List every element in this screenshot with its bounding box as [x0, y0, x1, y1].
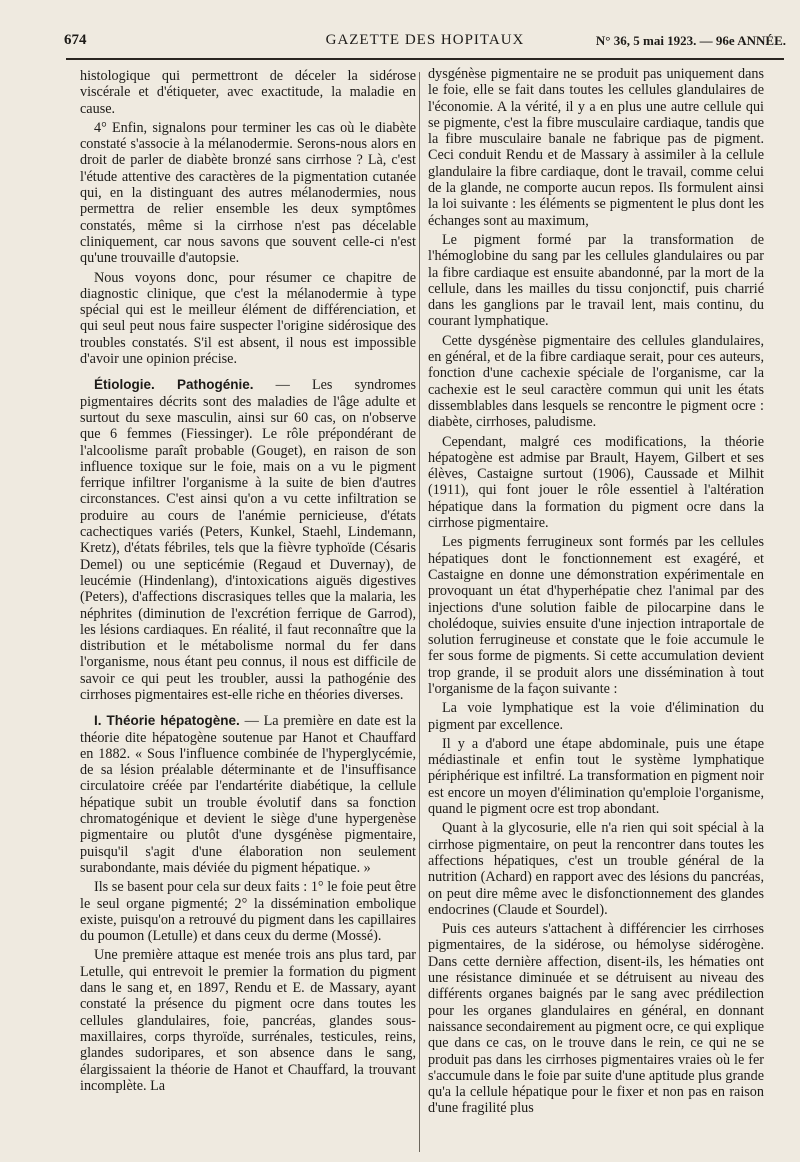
paragraph: 4° Enfin, signalons pour terminer les cas où le diabète constaté s'associe à la mélanodermie. Serons-nous alors en droit de parler de diabète bronzé sans cirrhose ? Là, c'est l'étude attentive des caractères de la pigmentation cutanée qui, en la distinguant des autres mélanodermies, nous permettra de relier ensemble les deux symptômes constatés, même si la cirrhose n'est pas décelable cliniquement, car nous savons que souvent celle-ci n'est qu'une trouvaille d'autopsie. — [80, 119, 416, 267]
paragraph: La voie lymphatique est la voie d'élimination du pigment par excellence. — [428, 700, 764, 733]
etiology-heading: Étiologie. Pathogénie. — [94, 377, 254, 393]
journal-title: GAZETTE DES HOPITAUX — [325, 32, 525, 48]
paragraph: Puis ces auteurs s'attachent à différencier les cirrhoses pigmentaires, de la sidérose, ou hémolyse sidérogène. Dans cette dernière affection, disent-ils, les hématies ont une résistance diminuée et se détruisent au niveau des différents organes baignés par le sang avec prédilection pour les organes glandulaires en général, en donnant naissance secondairement au pigment ocre, ce qui explique que dans ce cas, on le trouve dans le rein, ce qui ne se produit pas dans les cirrhoses pigmentaires vraies où le fer s'accumule dans le foie par suite d'une aptitude plus grande qu'a la cellule hépatique pour le fixer et non pas en raison d'une fragilité plus — [428, 921, 764, 1117]
paragraph: Cette dysgénèse pigmentaire des cellules glandulaires, en général, et de la fibre cardiaque serait, pour ces auteurs, fonction d'une cachexie spéciale de l'organisme, car la cachexie est le seul caractère commun qui unit les états dissemblables dans lesquels se rencontre le pigment ocre : diabète, cirrhoses, paludisme. — [428, 332, 764, 431]
issue-info: N° 36, 5 mai 1923. — 96e ANNÉE. — [595, 33, 786, 48]
paragraph: Ils se basent pour cela sur deux faits : 1° le foie peut être le seul organe pigmenté; 2° la dissémination embolique existe, puisqu'on a retrouvé du pigment dans les capillaires du poumon (Letulle) et dans ceux du derme (Mossé). — [80, 879, 416, 945]
paragraph: Nous voyons donc, pour résumer ce chapitre de diagnostic clinique, que c'est la mélanodermie à type spécial qui est le meilleur élément de différenciation, et qui seul peut nous faire suspecter l'origine sidérosique des troubles constatés. S'il est absent, il nous est impossible d'avoir une opinion précise. — [80, 269, 416, 368]
column-divider — [419, 72, 420, 1152]
right-column — [428, 66, 764, 1120]
header-rule — [66, 58, 784, 60]
paragraph: Il y a d'abord une étape abdominale, puis une étape médiastinale et enfin tout le système lymphatique périphérique est infiltré. La transformation en pigment noir est encore un moyen d'élimination qu'emploie l'organisme, quand le pigment ocre est trop abondant. — [428, 735, 764, 818]
theory-section — [80, 713, 416, 876]
theory-heading: I. Théorie hépatogène. — [94, 713, 240, 729]
paragraph: Le pigment formé par la transformation de l'hémoglobine du sang par les cellules glandulaires ou par la fibre cardiaque est ensuite abandonné, par la mort de la cellule, dans les mailles du tissu conjonctif, puis charrié dans les ganglions par le travail lent, mais continu, du courant lymphatique. — [428, 231, 764, 330]
paragraph: Cependant, malgré ces modifications, la théorie hépatogène est admise par Brault, Hayem, Gilbert et ses élèves, Castaigne surtout (1906), Caussade et Milhit (1911), qui font jouer le rôle essentiel à l'altération hépatique dans la formation du pigment ocre dans la cirrhose pigmentaire. — [428, 433, 764, 532]
paragraph: histologique qui permettront de déceler la sidérose viscérale et d'étiqueter, avec exactitude, la maladie en cause. — [80, 68, 416, 117]
paragraph: Les pigments ferrugineux sont formés par les cellules hépatiques dont le fonctionnement est exagéré, et Castaigne en donne une démonstration expérimentale en provoquant un état d'hyperhépatie chez l'animal par des injections d'une solution faible de pilocarpine dans le cholédoque, suivies ensuite d'une injection intraportale de solution ferrugineuse et constate que le foie accumule le fer sous forme de pigments. Si cette accumulation devient trop grande, il se produit alors une dissémination à tout l'organisme de la façon suivante : — [428, 534, 764, 697]
page-header — [64, 30, 786, 52]
paragraph-text: — Les syndromes pigmentaires décrits sont des maladies de l'âge adulte et surtout du sexe masculin, ainsi sur 60 cas, on n'observe que 6 femmes (Fiessinger). Le rôle prépondérant de l'alcoolisme paraît probable (Gouget), en raison de son influence toxique sur le foie, mais on a vu le pigment ferrique infiltrer l'organisme à la suite de bien d'autres circonstances. C'est ainsi qu'on a vu cette infiltration se produire au cours de l'anémie pernicieuse, d'états cachectiques variés (Peters, Kunkel, Staehl, Lindemann, Kretz), d'états fébriles, tels que la fièvre typhoïde (Césaris Demel) ou une septicémie (Regaud et Duvernay), de leucémie (Hindenlang), d'intoxications aiguës digestives (Peters), d'affections discrasiques telles que la malaria, les néphrites (diminution de l'excrétion ferrique de Garrod), les lésions cardiaques. En réalité, il faut reconnaître que la distribution et le métabolisme normal du fer dans l'organisme, nous étant peu connus, il nous est difficile de savoir ce qui peut les troubler, aussi la pathogénie des cirrhoses pigmentaires est-elle riche en théories diverses. — [80, 377, 416, 703]
paragraph: Une première attaque est menée trois ans plus tard, par Letulle, qui entrevoit le premier la formation du pigment dans le sang et, en 1897, Rendu et E. de Massary, ayant constaté la présence du pigment ocre dans toutes les cellules glandulaires, foie, pancréas, glandes sous-maxillaires, corps thyroïde, surrénales, testicules, reins, glandes sudoripares, et son absence dans le sang, élargissaient la théorie de Hanot et Chauffard, la trouvant incomplète. La — [80, 947, 416, 1094]
paragraph-text: — La première en date est la théorie dite hépatogène soutenue par Hanot et Chauffard en 1882. « Sous l'influence combinée de l'hyperglycémie, de sa lésion préalable déterminante et de l'insuffisance circulatoire créée par l'endartérite diabétique, la cellule hépatique subit un trouble évolutif dans sa fonction chromatogénique et devient le siège d'une hypergenèse pigmentaire ou plutôt d'une dysgénèse pigmentaire, puisqu'il s'agit d'une élaboration non seulement surabondante, mais déviée du pigment hépatique. » — [80, 713, 416, 876]
left-column — [80, 68, 416, 1097]
page-number: 674 — [64, 32, 87, 48]
paragraph: Quant à la glycosurie, elle n'a rien qui soit spécial à la cirrhose pigmentaire, on peut la rencontrer dans toutes les affections hépatiques, c'est un trouble général de la nutrition (Achard) en rapport avec des lésions du pancréas, on peut dire même avec le disfonctionnement des glandes endocrines (Claude et Sourdel). — [428, 820, 764, 918]
etiology-section — [80, 377, 416, 703]
paragraph: dysgénèse pigmentaire ne se produit pas uniquement dans le foie, elle se fait dans toutes les cellules glandulaires de l'économie. A la vérité, il y a en plus une autre cellule qui se pigmente, c'est la fibre musculaire cardiaque, tandis que la fibre musculaire banale ne fabrique pas de pigment. Ceci conduit Rendu et de Massary à assimiler à la cellule glandulaire la fibre cardiaque, dont le travail, comme celui de la glande, ne comporte aucun repos. Ils formulent ainsi la loi suivante : les éléments se pigmentent le plus dont les échanges sont au maximum, — [428, 66, 764, 229]
